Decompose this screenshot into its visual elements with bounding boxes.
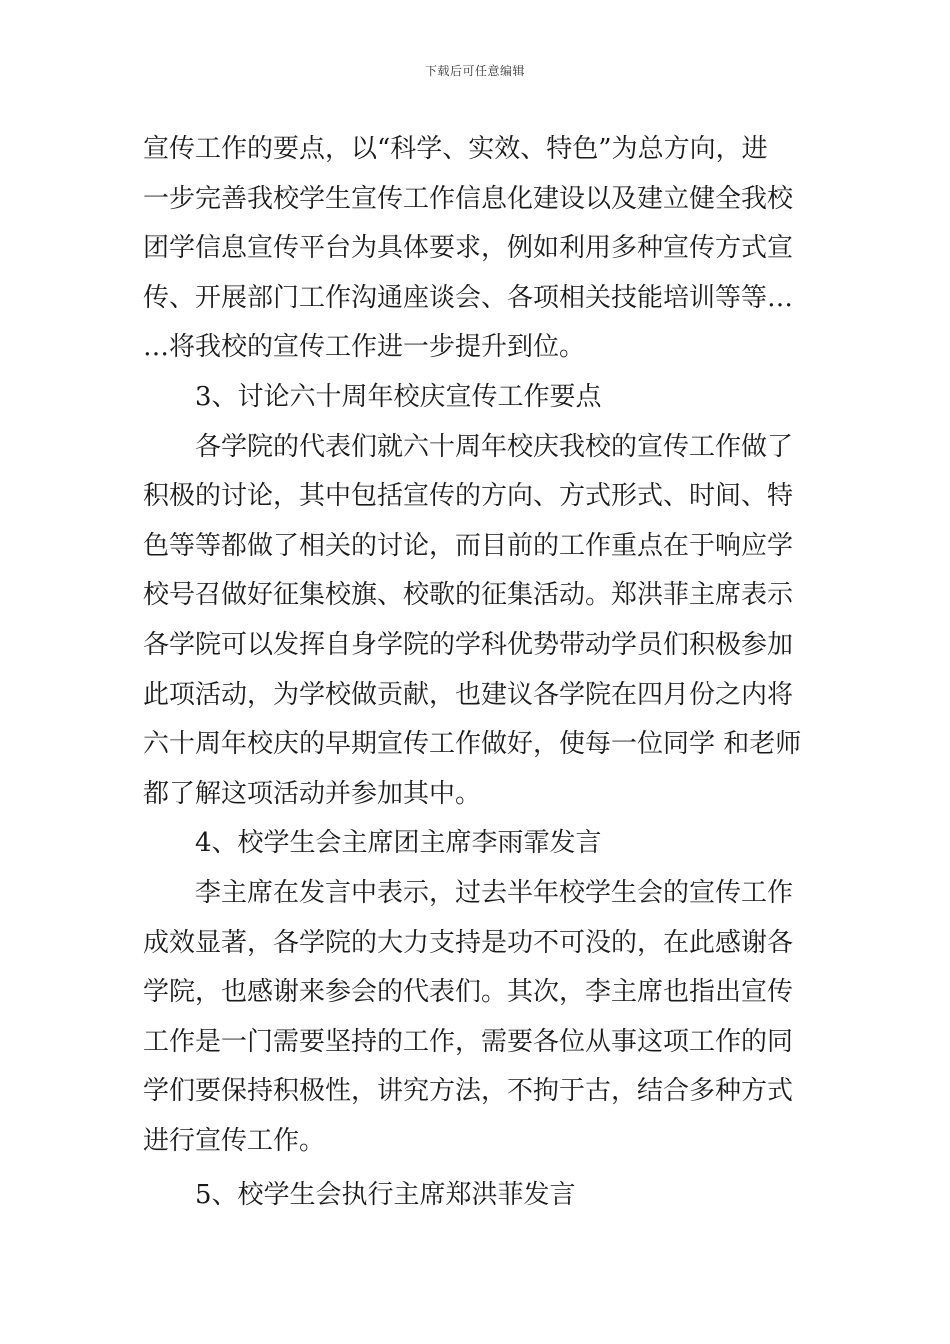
text-line: 宣传工作的要点，以“科学、实效、特色”为总方向，进 [143, 134, 768, 164]
text-line: 学们要保持积极性，讲究方法，不拘于古，结合多种方式 [143, 1076, 794, 1107]
text-line: 成效显著，各学院的大力支持是功不可没的，在此感谢各 [143, 927, 794, 958]
section-heading-4: 4、校学生会主席团主席李雨霏发言 [195, 828, 602, 859]
page-header: 下载后可任意编辑 [424, 64, 525, 78]
text-line: 色等等都做了相关的讨论，而目前的工作重点在于响应学 [143, 530, 794, 561]
paragraph-start: 李主席在发言中表示，过去半年校学生会的宣传工作 [195, 877, 794, 908]
text-line: 校号召做好征集校旗、校歌的征集活动。郑洪菲主席表示 [143, 580, 794, 611]
text-line: …将我校的宣传工作进一步提升到位。 [143, 332, 586, 363]
section-heading-3: 3、讨论六十周年校庆宣传工作要点 [195, 381, 602, 412]
text-line: 团学信息宣传平台为具体要求，例如利用多种宣传方式宣 [143, 233, 794, 264]
paragraph-start: 各学院的代表们就六十周年校庆我校的宣传工作做了 [195, 431, 794, 462]
text-line: 此项活动，为学校做贡献，也建议各学院在四月份之内将 [143, 679, 794, 710]
text-line: 工作是一门需要坚持的工作，需要各位从事这项工作的同 [143, 1026, 794, 1057]
text-line: 学院，也感谢来参会的代表们。其次，李主席也指出宣传 [143, 977, 794, 1008]
document-body [143, 125, 811, 1221]
text-line: 进行宣传工作。 [143, 1125, 326, 1156]
text-line: 传、开展部门工作沟通座谈会、各项相关技能培训等等… [143, 282, 794, 313]
text-line: 六十周年校庆的早期宣传工作做好，使每一位同学 和老师 [143, 729, 802, 760]
text-line: 积极的讨论，其中包括宣传的方向、方式形式、时间、特 [143, 481, 794, 512]
text-line: 都了解这项活动并参加其中。 [143, 778, 482, 809]
text-line: 各学院可以发挥自身学院的学科优势带动学员们积极参加 [143, 629, 794, 660]
section-heading-5: 5、校学生会执行主席郑洪菲发言 [195, 1180, 576, 1211]
text-line: 一步完善我校学生宣传工作信息化建设以及建立健全我校 [143, 183, 794, 214]
